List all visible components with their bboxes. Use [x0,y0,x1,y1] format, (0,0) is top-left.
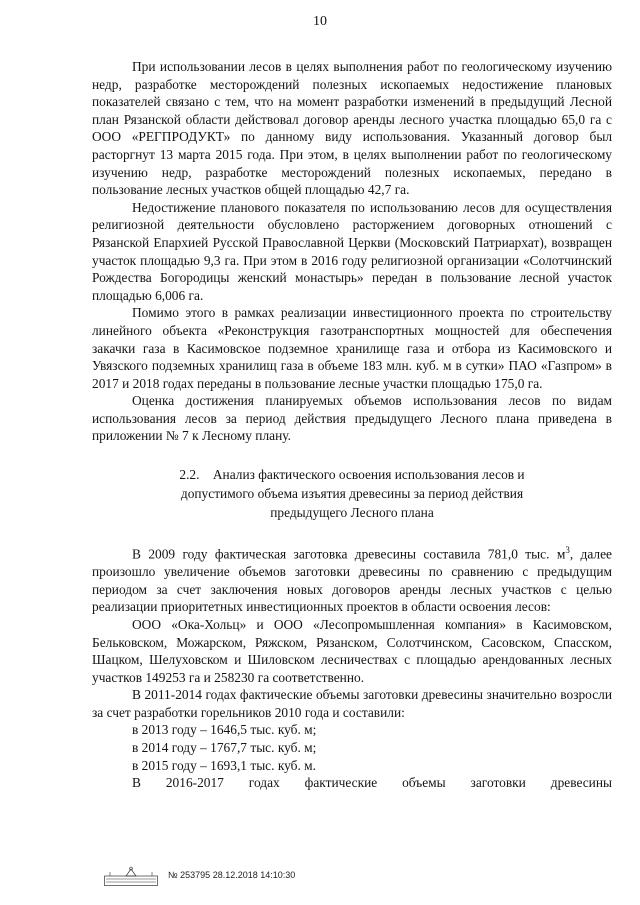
section-title-line-2: допустимого объема изъятия древесины за период действия [180,486,524,502]
paragraph-2009-text: В 2009 году фактическая заготовка древесины составила 781,0 тыс. м [132,546,566,562]
footer-registration-text: № 253795 28.12.2018 14:10:30 [168,870,296,880]
section-title-line-1 [92,465,612,484]
paragraph-geology: При использовании лесов в целях выполнения работ по геологическому изучению недр, разработке месторождений полезных ископаемых недостижение плановых показателей связано с тем, что на момент разработки изменений в предыдущий Лесной план Рязанской области действовал договор аренды лесного участка площадью 65,0 га с ООО «РЕГПРОДУКТ» по данному виду использования. Указанный договор был расторгнут 13 марта 2015 года. При этом, в целях выполнении работ по геологическому изучению недр, разработке месторождений полезных ископаемых, передано в пользование лесных участков общей площадью 42,7 га. [92,59,612,198]
paragraph-2011: В 2011-2014 годах фактические объемы заготовки древесины значительно возросли за счет разработки горельников 2010 года и составили: [92,687,612,720]
section-title-line-3: предыдущего Лесного плана [270,505,434,521]
section-title-part-1: Анализ фактического освоения использования лесов и [212,467,525,483]
paragraph-companies: ООО «Ока-Хольц» и ООО «Лесопромышленная компания» в Касимовском, Бельковском, Можарском, Ряжском, Рязанском, Солотчинском, Сасовском, Спасском, Шацком, Шелуховском и Шиловском лесничествах с площадью арендованных лесных участков 149253 га и 258230 га соответственно. [92,616,612,685]
paragraph-religious: Недостижение планового показателя по использованию лесов для осуществления религиозной деятельности обусловлено расторжением договорных отношений с Рязанской Епархией Русской Православной Церкви (Московский Патриархат), возвращен участок площадью 9,3 га. При этом в 2016 году религиозной организации «Солотчинский Рождества Богородицы женский монастырь» передан в пользование лесной участок площадью 6,006 га. [92,199,612,303]
paragraph-2016: В 2016-2017 годах фактические объемы заготовки древесины [132,775,612,791]
list-item-2013: в 2013 году – 1646,5 тыс. куб. м; [132,722,317,738]
registry-logo-icon [104,866,158,886]
list-item-2015: в 2015 году – 1693,1 тыс. куб. м. [132,757,316,773]
paragraph-2009 [92,542,612,616]
section-heading [92,465,612,522]
paragraph-2009-text-cont: , далее произошло увеличение объемов заготовки древесины по сравнению с предыдущим периодом за счет заключения новых договоров аренды лесных участков с целью реализации приоритетных инвестиционных проектов в области освоения лесов: [92,546,612,615]
section-number: 2.2. [179,467,200,483]
list-item-2014: в 2014 году – 1767,7 тыс. куб. м; [132,740,317,756]
page-number: 10 [313,14,327,29]
footer [104,866,404,886]
paragraph-assessment: Оценка достижения планируемых объемов использования лесов по видам использования лесов за период действия предыдущего Лесного плана приведена в приложении № 7 к Лесному плану. [92,393,612,444]
document-body [92,58,612,792]
cubic-superscript: 3 [565,545,570,556]
paragraph-gazprom: Помимо этого в рамках реализации инвестиционного проекта по строительству линейного объекта «Реконструкция газотранспортных мощностей для обеспечения закачки газа в Касимовское подземное хранилище газа и отбора из Касимовского и Увязского подземных хранилищ газа в объеме 183 млн. куб. м в сутки» ПАО «Газпром» в 2017 и 2018 годах переданы в пользование лесные участки площадью 175,0 га. [92,305,612,391]
